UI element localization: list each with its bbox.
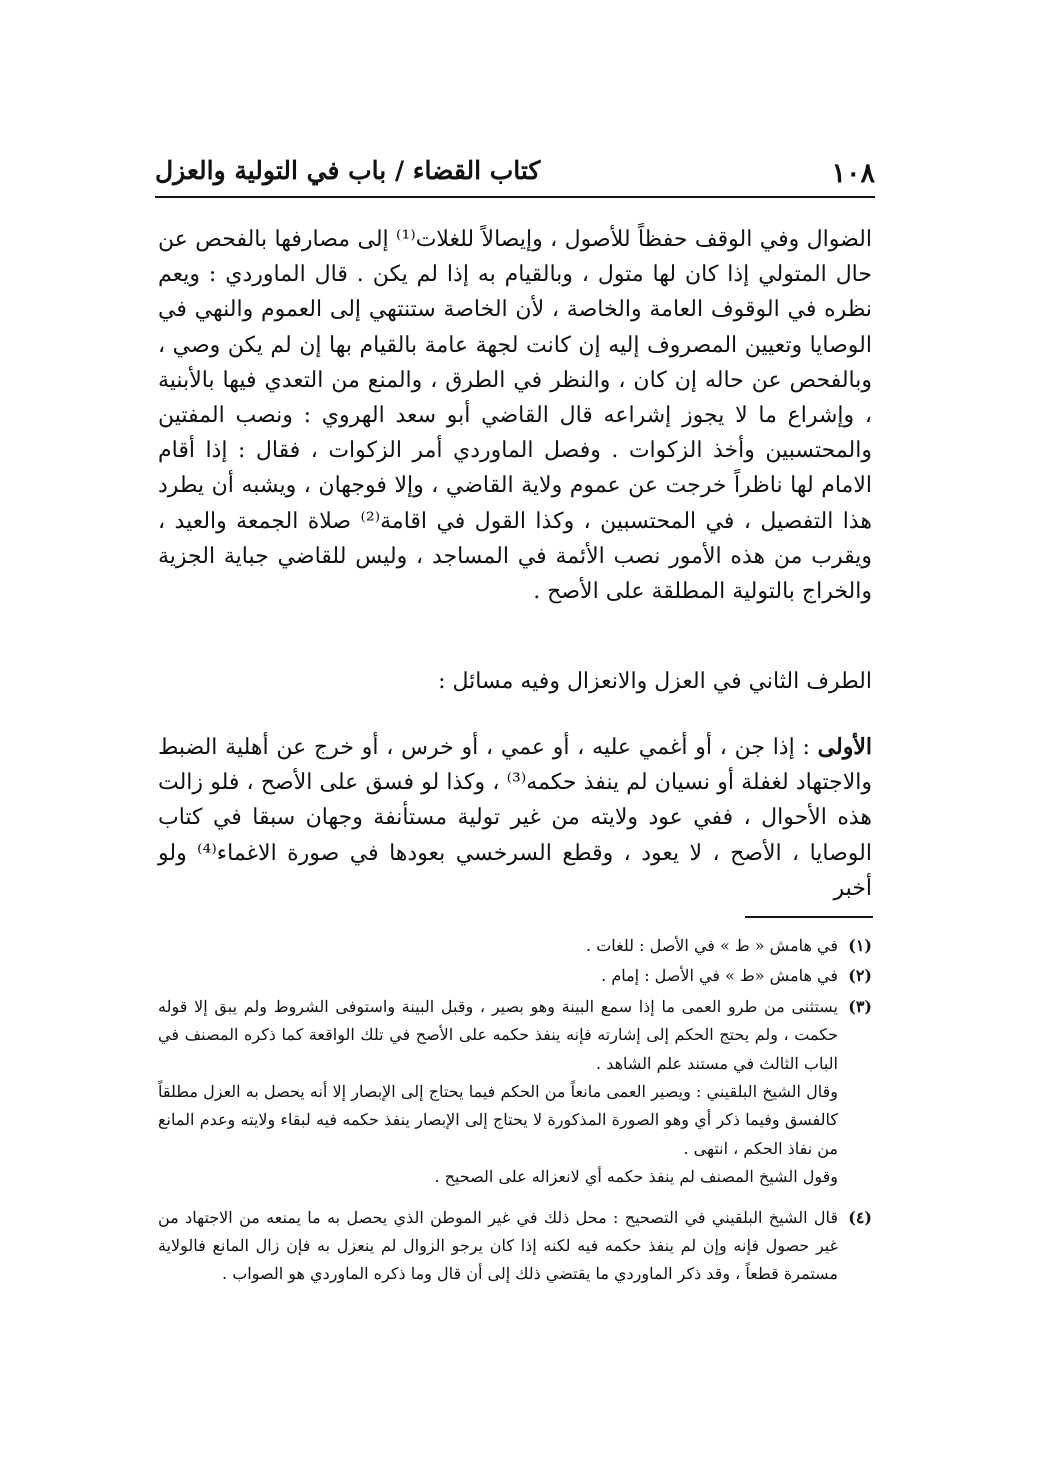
footnote-number: (٢)	[848, 966, 872, 986]
running-title: كتاب القضاء / باب في التولية والعزل	[155, 156, 541, 185]
footnote-text: في هامش « ط » في الأصل : للغات .	[586, 936, 838, 955]
footnote-text: في هامش «ط » في الأصل : إمام .	[601, 966, 838, 986]
footnote-number: (٣)	[848, 996, 872, 1016]
footnote-text: وقول الشيخ المصنف لم ينفذ حكمه أي لانعزاله على الصحيح .	[434, 1167, 838, 1187]
footnote-text: قال الشيخ البلقيني في التصحيح : محل ذلك في غير الموطن الذي يحصل به ما يمنعه من الاجتهاد من غير حصول فإنه وإن لم ينفذ حكمه فيه لكنه إذا كان يرجو الزوال لم ينعزل به فإن زال المانع فالولاية مستمرة قطعاً ، وقد ذكر الماوردي ما يقتضي ذلك إلى أن قال وما ذكره الماوردي هو الصواب .	[158, 1207, 839, 1284]
footnote-rule	[745, 916, 873, 918]
footnote	[158, 993, 872, 1192]
awla-text: : إذا جن ، أو أغمي عليه ، أو عمي ، أو خرس ، أو خرج عن أهلية الضبط والاجتهاد لغفلة أو نسيان لم ينفذ حكمه⁽³⁾ ، وكذا لو فسق على الأصح ، فلو زالت هذه الأحوال ، ففي عود ولايته من غير تولية مستأنفة وجهان سبقا في كتاب الوصايا ، الأصح ، لا يعود ، وقطع السرخسي بعودها في صورة الاغماء⁽⁴⁾ ولو أخبر	[158, 735, 872, 901]
footnote	[158, 932, 872, 960]
awla-lead: الأولى	[817, 734, 872, 760]
footnote-number: (٤)	[848, 1207, 872, 1227]
main-text	[158, 222, 872, 906]
page-number: ١٠٨	[831, 158, 875, 189]
section-heading: الطرف الثاني في العزل والانعزال وفيه مسائل :	[438, 669, 872, 694]
footnote	[158, 962, 872, 990]
footnote-text: يستثنى من طرو العمى ما إذا سمع البينة وهو بصير ، وقبل البينة واستوفى الشروط ولم يبق إلا قوله حكمت ، ولم يحتج الحكم إلى إشارته فإنه ينفذ حكمه على الأصح في تلك الواقعة كما ذكره المصنف في الباب الثالث في مستند علم الشاهد .	[158, 996, 838, 1073]
footnotes	[158, 932, 872, 1289]
paragraph-1: الضوال وفي الوقف حفظاً للأصول ، وإيصالاً للغلات⁽¹⁾ إلى مصارفها بالفحص عن حال المتولي إذا كان لها متول ، وبالقيام به إذا لم يكن . قال الماوردي : ويعم نظره في الوقوف العامة والخاصة ، لأن الخاصة ستنتهي إلى العموم والنهي في الوصايا وتعيين المصروف إليه إن كانت لجهة عامة بالقيام بها إن لم يكن وصي ، وبالفحص عن حاله إن كان ، والنظر في الطرق ، والمنع من التعدي فيها بالأبنية ، وإشراع ما لا يجوز إشراعه قال القاضي أبو سعد الهروي : ونصب المفتين والمحتسبين وأخذ الزكوات . وفصل الماوردي أمر الزكوات ، فقال : إذا أقام الامام لها ناظراً خرجت عن عموم ولاية القاضي ، وإلا فوجهان ، ويشبه أن يطرد هذا التفصيل ، في المحتسبين ، وكذا القول في اقامة⁽²⁾ صلاة الجمعة والعيد ، ويقرب من هذه الأمور نصب الأئمة في المساجد ، وليس للقاضي جباية الجزية والخراج بالتولية المطلقة على الأصح .	[158, 227, 872, 605]
footnote-number: (١)	[848, 936, 872, 955]
footnote	[158, 1204, 872, 1289]
footnote-text: وقال الشيخ البلقيني : ويصير العمى مانعاً من الحكم فيما يحتاج إلى الإبصار إلا أنه يحصل به العزل مطلقاً كالفسق وفيما ذكر أي وهو الصورة المذكورة لا يحتاج إلى الإبصار ينفذ حكمه فيه لبقاء ولايته وعدم المانع من نفاذ الحكم ، انتهى .	[158, 1082, 838, 1158]
header-rule	[155, 196, 875, 198]
page-header	[155, 150, 875, 194]
paragraph-awla	[158, 730, 872, 906]
